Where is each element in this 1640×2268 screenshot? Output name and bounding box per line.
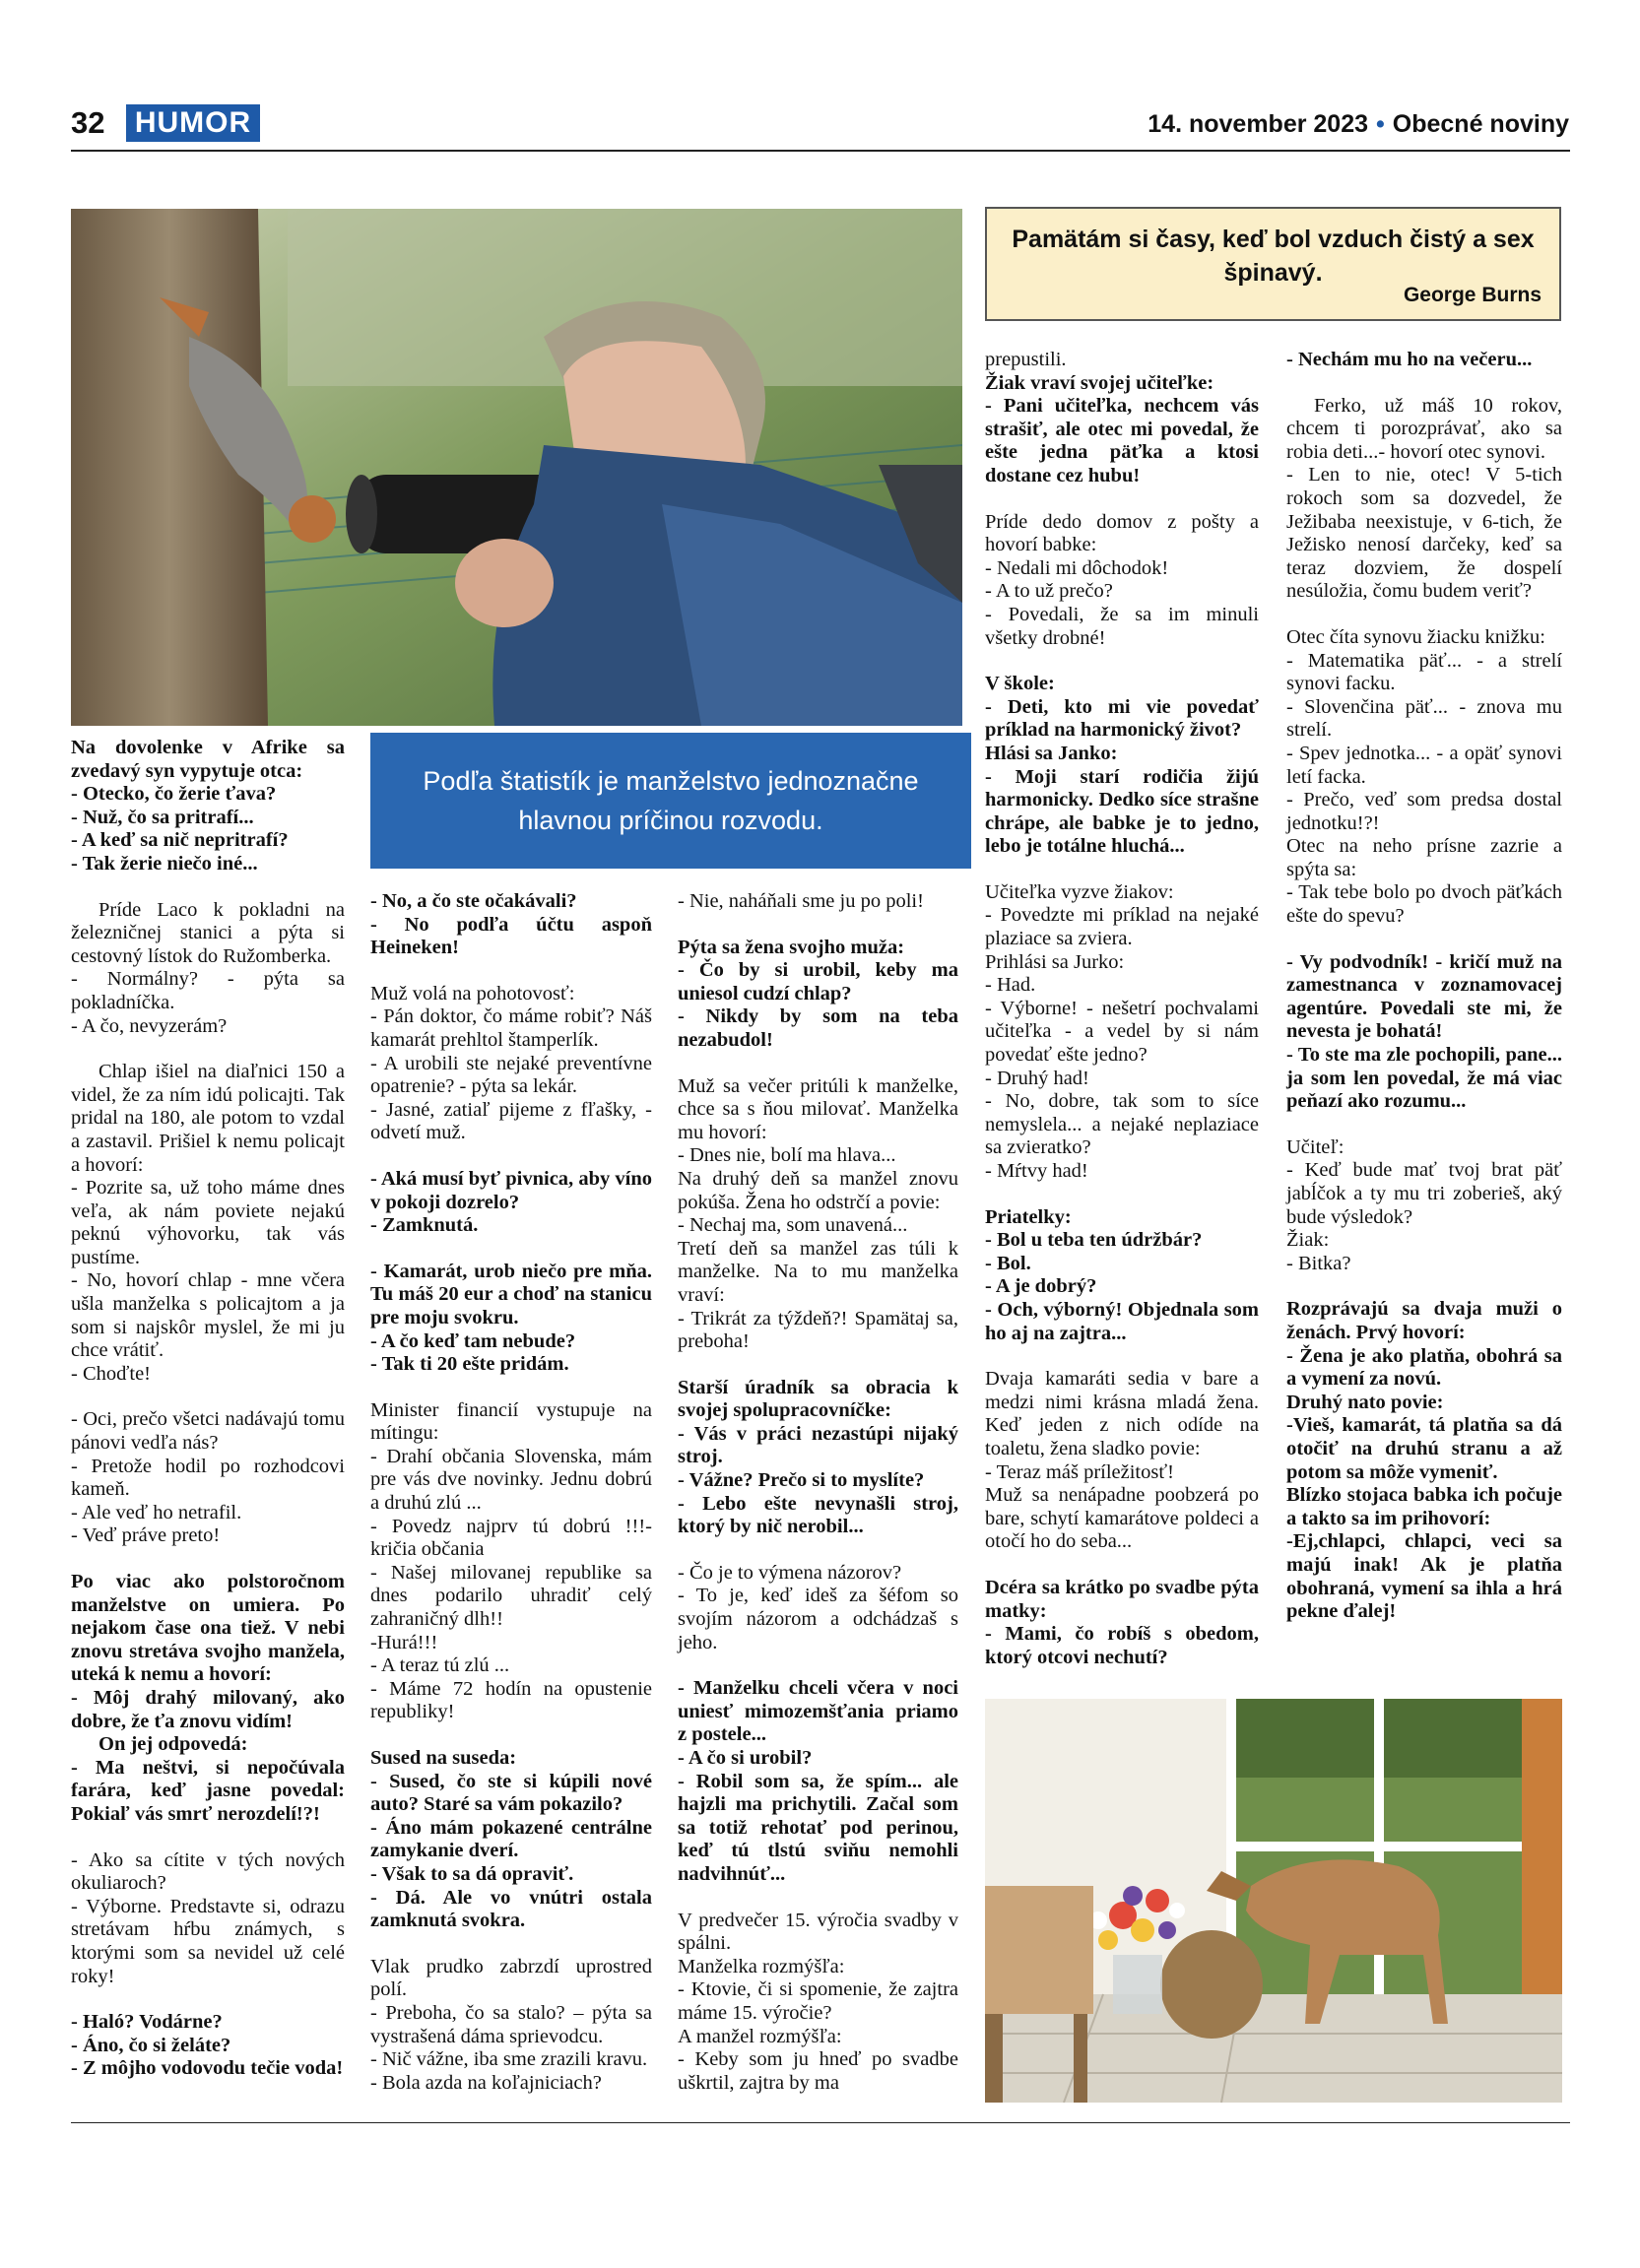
joke-paragraph: - Pozrite sa, už toho máme dnes veľa, ak nám poviete nejakú peknú výhovorku, tak vás pustíme.: [71, 1177, 345, 1268]
paragraph-spacer: [678, 1053, 958, 1075]
paragraph-spacer: [71, 1988, 345, 2011]
joke-paragraph: Príde Laco k pokladni na železničnej stanici a pýta si cestovný lístok do Ružomberka.: [71, 898, 345, 967]
joke-paragraph: Sused na suseda:: [370, 1747, 517, 1769]
joke-paragraph: - Bitka?: [1286, 1252, 1351, 1274]
joke-paragraph: - Nechám mu ho na večeru...: [1286, 349, 1533, 370]
joke-paragraph: Príde dedo domov z pošty a hovorí babke:: [985, 510, 1259, 556]
paragraph-spacer: [985, 1184, 1259, 1206]
joke-paragraph: Manželka rozmýšľa:: [678, 1955, 845, 1977]
joke-paragraph: - Vás v práci nezastúpi nijaký stroj.: [678, 1422, 958, 1468]
joke-paragraph: Starší úradník sa obracia k svojej spolupracovníčke:: [678, 1376, 958, 1422]
joke-paragraph: - No, dobre, tak som to síce nemyslela... a nejaké neplaziace sa zvieratko?: [985, 1090, 1259, 1159]
paragraph-spacer: [985, 1554, 1259, 1577]
joke-paragraph: - Zamknutá.: [370, 1214, 479, 1237]
quote-text: Pamätám si časy, keď bol vzduch čistý a sex špinavý.: [1012, 226, 1535, 287]
text-column-2: [370, 890, 652, 2095]
joke-paragraph: - Áno, čo si želáte?: [71, 2034, 231, 2056]
joke-paragraph: - Výborne! - nešetrí pochvalami učiteľka - a vedel by si nám povedať ešte jedno?: [985, 997, 1259, 1067]
joke-paragraph: V škole:: [985, 673, 1055, 695]
joke-paragraph: Hlási sa Janko:: [985, 742, 1118, 764]
joke-paragraph: - Z môjho vodovodu tečie voda!: [71, 2057, 344, 2080]
joke-paragraph: - No podľa účtu aspoň Heineken!: [370, 913, 652, 959]
joke-paragraph: - Môj drahý milovaný, ako dobre, že ťa znovu vidím!: [71, 1686, 345, 1732]
paragraph-spacer: [678, 1887, 958, 1910]
joke-paragraph: - Slovenčina päť... - znova mu strelí.: [1286, 695, 1562, 742]
quote-box: [985, 207, 1561, 321]
publication-name: Obecné noviny: [1392, 110, 1569, 138]
joke-paragraph: - Žena je ako platňa, obohrá sa a vymení za novú.: [1286, 1344, 1562, 1391]
joke-paragraph: Pýta sa žena svojho muža:: [678, 936, 905, 958]
joke-paragraph: - Lebo ešte nevynašli stroj, ktorý by nič nerobil...: [678, 1492, 958, 1538]
joke-paragraph: - To je, keď ideš za šéfom so svojím názorom a odchádzaš s jeho.: [678, 1585, 958, 1653]
paragraph-spacer: [1286, 1114, 1562, 1136]
joke-paragraph: - Tak tebe bolo po dvoch päťkách ešte do spevu?: [1286, 881, 1562, 928]
joke-paragraph: Druhý nato povie:: [1286, 1391, 1444, 1413]
joke-paragraph: - Aká musí byť pivnica, aby víno v pokoji dozrelo?: [370, 1167, 652, 1213]
joke-paragraph: - Ako sa cítite v tých nových okuliaroch?: [71, 1848, 345, 1895]
joke-paragraph: - Pán doktor, čo máme robiť? Náš kamarát prehltol štamperlík.: [370, 1005, 652, 1051]
joke-paragraph: - Preboha, čo sa stalo? – pýta sa vystrašená dáma sprievodcu.: [370, 2001, 652, 2047]
paragraph-spacer: [71, 876, 345, 899]
joke-paragraph: - Nedali mi dôchodok!: [985, 556, 1169, 579]
paragraph-spacer: [678, 1354, 958, 1377]
joke-paragraph: Otec číta synovu žiacku knižku:: [1286, 625, 1545, 648]
joke-paragraph: Žiak:: [1286, 1229, 1330, 1252]
paragraph-spacer: [370, 1933, 652, 1956]
joke-paragraph: - Veď práve preto!: [71, 1524, 221, 1547]
joke-paragraph: - Len to nie, otec! V 5-tich rokoch som sa dozvedel, že Ježibaba neexistuje, v 6-tich, že Ježisko nenosí darčeky, keď sa teraz dozviem, že dospelí nesúložia, čomu budem veriť?: [1286, 464, 1562, 603]
joke-paragraph: - Ale veď ho netrafil.: [71, 1501, 242, 1523]
joke-paragraph: -Vieš, kamarát, tá platňa sa dá otočiť na druhú stranu a až potom sa môže vymeniť.: [1286, 1414, 1562, 1483]
joke-paragraph: - Drahí občania Slovenska, mám pre vás dve novinky. Jednu dobrú a druhú zlú ...: [370, 1445, 652, 1515]
statistics-callout: [370, 733, 971, 869]
joke-paragraph: - Nie, naháňali sme ju po poli!: [678, 890, 924, 912]
joke-paragraph: - A čo, nevyzerám?: [71, 1014, 228, 1037]
section-label: HUMOR: [126, 104, 260, 142]
joke-paragraph: Na druhý deň sa manžel znovu pokúša. Žena ho odstrčí a povie:: [678, 1167, 958, 1213]
joke-paragraph: -Hurá!!!: [370, 1631, 438, 1653]
joke-paragraph: Muž sa večer pritúli k manželke, chce sa s ňou milovať. Manželka mu hovorí:: [678, 1074, 958, 1143]
joke-paragraph: - Bola azda na koľajniciach?: [370, 2071, 602, 2094]
joke-paragraph: - Mami, čo robíš s obedom, ktorý otcovi nechutí?: [985, 1623, 1259, 1668]
joke-paragraph: - A urobili ste nejaké preventívne opatrenie? - pýta sa lekár.: [370, 1052, 652, 1098]
paragraph-spacer: [985, 859, 1259, 881]
joke-paragraph: - No, hovorí chlap - mne včera ušla manželka s policajtom a ja som si najskôr myslel, že mi ju chce vrátiť.: [71, 1269, 345, 1362]
joke-paragraph: - Čo je to výmena názorov?: [678, 1561, 902, 1584]
joke-paragraph: - Áno mám pokazené centrálne zamykanie dverí.: [370, 1816, 652, 1862]
joke-paragraph: - Nikdy by som na teba nezabudol!: [678, 1005, 958, 1051]
joke-paragraph: - Deti, kto mi vie povedať príklad na harmonický život?: [985, 695, 1259, 742]
quote-author: George Burns: [1403, 284, 1542, 306]
joke-paragraph: - Čo by si urobil, keby ma uniesol cudzí chlap?: [678, 959, 958, 1004]
joke-paragraph: - Spev jednotka... - a opäť synovi letí facka.: [1286, 742, 1562, 788]
paragraph-spacer: [1286, 372, 1562, 395]
text-column-3: [678, 890, 958, 2095]
joke-paragraph: - Trikrát za týždeň?! Spamätaj sa, preboha!: [678, 1307, 958, 1353]
joke-paragraph: - Povedali, že sa im minuli všetky drobné!: [985, 603, 1259, 649]
paragraph-spacer: [370, 1145, 652, 1168]
joke-paragraph: - A to už prečo?: [985, 580, 1113, 603]
joke-paragraph: - Nechaj ma, som unavená...: [678, 1214, 908, 1237]
joke-paragraph: - Mŕtvy had!: [985, 1160, 1088, 1182]
joke-paragraph: Otec na neho prísne zazrie a spýta sa:: [1286, 835, 1562, 880]
joke-paragraph: - Och, výborný! Objednala som ho aj na zajtra...: [985, 1298, 1259, 1344]
paragraph-spacer: [370, 1724, 652, 1747]
paragraph-spacer: [71, 1386, 345, 1408]
joke-paragraph: - Ktovie, či si spomenie, že zajtra máme 15. výročie?: [678, 1978, 958, 2024]
joke-paragraph: - Robil som sa, že spím... ale hajzli ma prichytili. Začal som sa totiž rehotať pod perinou, keď tú tlstú sviňu nemohli nadvihnúť...: [678, 1770, 958, 1885]
joke-paragraph: Muž sa nenápadne poobzerá po bare, schytí kamarátove poldeci a otočí ho do seba...: [985, 1484, 1259, 1553]
joke-paragraph: - A je dobrý?: [985, 1275, 1097, 1298]
joke-paragraph: - A keď sa nič nepritrafí?: [71, 829, 289, 852]
text-column-5: [1286, 349, 1562, 1624]
joke-paragraph: - Oci, prečo všetci nadávajú tomu pánovi vedľa nás?: [71, 1408, 345, 1455]
joke-paragraph: - Had.: [985, 974, 1036, 997]
joke-paragraph: - Tak žerie niečo iné...: [71, 852, 258, 875]
joke-paragraph: - Bol.: [985, 1252, 1031, 1274]
page-number: 32: [71, 105, 105, 140]
paragraph-spacer: [71, 1827, 345, 1849]
joke-paragraph: - Výborne. Predstavte si, odrazu stretávam hŕbu známych, s ktorými som sa nevidel už celé roky!: [71, 1895, 345, 1987]
text-column-1: [71, 737, 345, 2081]
joke-paragraph: - Haló? Vodárne?: [71, 2011, 223, 2034]
paragraph-spacer: [370, 1377, 652, 1399]
joke-paragraph: - Nuž, čo sa pritrafí...: [71, 806, 254, 828]
joke-paragraph: - Druhý had!: [985, 1067, 1089, 1089]
joke-paragraph: Na dovolenke v Afrike sa zvedavý syn vypytuje otca:: [71, 737, 345, 782]
joke-paragraph: - A teraz tú zlú ...: [370, 1654, 510, 1677]
paragraph-spacer: [71, 1038, 345, 1061]
joke-paragraph: Učiteľka vyzve žiakov:: [985, 880, 1174, 903]
joke-paragraph: - Teraz máš príležitosť!: [985, 1460, 1174, 1483]
masthead-info: [1148, 106, 1569, 142]
joke-paragraph: - Otecko, čo žerie ťava?: [71, 783, 277, 806]
joke-paragraph: - Tak ti 20 ešte pridám.: [370, 1353, 569, 1376]
paragraph-spacer: [1286, 1275, 1562, 1298]
bullet: •: [1376, 110, 1385, 138]
joke-paragraph: - Keby som ju hneď po svadbe uškrtil, zajtra by ma: [678, 2048, 958, 2094]
joke-paragraph: Tretí deň sa manžel zas túli k manželke. Na to mu manželka vraví:: [678, 1237, 958, 1306]
issue-date: 14. november 2023: [1148, 110, 1369, 138]
joke-paragraph: Chlap išiel na diaľnici 150 a videl, že za ním idú policajti. Tak pridal na 180, ale potom to vzdal a zastavil. Prišiel k nemu policajt a hovorí:: [71, 1061, 345, 1176]
joke-paragraph: - Keď bude mať tvoj brat päť jabĺčok a ty mu tri zoberieš, aký bude výsledok?: [1286, 1159, 1562, 1228]
joke-paragraph: Minister financií vystupuje na mítingu:: [370, 1398, 652, 1445]
joke-paragraph: - Našej milovanej republike sa dnes podarilo uhradiť celý zahraničný dlh!!: [370, 1561, 652, 1631]
joke-paragraph: - Matematika päť... - a strelí synovi facku.: [1286, 649, 1562, 695]
joke-paragraph: Učiteľ:: [1286, 1135, 1345, 1158]
paragraph-spacer: [370, 960, 652, 983]
joke-paragraph: - Kamarát, urob niečo pre mňa. Tu máš 20 eur a choď na stanicu pre moju svokru.: [370, 1260, 652, 1328]
joke-paragraph: A manžel rozmýšľa:: [678, 2025, 842, 2047]
joke-paragraph: - Povedz najprv tú dobrú !!!- kričia občania: [370, 1515, 652, 1561]
paragraph-spacer: [985, 1345, 1259, 1368]
photo-deer-window: [985, 1699, 1562, 2103]
joke-paragraph: - Pani učiteľka, nechcem vás strašiť, ale otec mi povedal, že ešte jedna päťka a ktosi dostane cez hubu!: [985, 395, 1259, 486]
joke-paragraph: - Ma neštvi, si nepočúvala farára, keď jasne povedal: Pokiaľ vás smrť nerozdelí!?!: [71, 1756, 345, 1825]
joke-paragraph: V predvečer 15. výročia svadby v spálni.: [678, 1909, 958, 1955]
joke-paragraph: Muž volá na pohotovosť:: [370, 982, 575, 1004]
joke-paragraph: Prihlási sa Jurko:: [985, 950, 1125, 973]
joke-paragraph: - Však to sa dá opraviť.: [370, 1862, 574, 1885]
joke-paragraph: - A čo si urobil?: [678, 1747, 813, 1769]
joke-paragraph: - Manželku chceli včera v noci uniesť mimozemšťania priamo z postele...: [678, 1677, 958, 1746]
joke-paragraph: - Dá. Ale vo vnútri ostala zamknutá svokra.: [370, 1886, 652, 1932]
paragraph-spacer: [985, 650, 1259, 673]
joke-paragraph: - Vy podvodník! - kričí muž na zamestnanca v zoznamovacej agentúre. Povedali ste mi, že nevesta je bohatá!: [1286, 950, 1562, 1043]
joke-paragraph: Priatelky:: [985, 1205, 1072, 1228]
joke-paragraph: Dvaja kamaráti sedia v bare a medzi nimi krásna mladá žena. Keď jeden z nich odíde na toaletu, žena sladko povie:: [985, 1368, 1259, 1459]
joke-paragraph: - Dnes nie, bolí ma hlava...: [678, 1144, 896, 1167]
joke-paragraph: - Prečo, veď som predsa dostal jednotku!?!: [1286, 789, 1562, 834]
paragraph-spacer: [678, 1539, 958, 1562]
footer-rule: [71, 2122, 1570, 2123]
photo-squirrel-photographer: [71, 209, 962, 726]
joke-paragraph: Rozprávajú sa dvaja muži o ženách. Prvý hovorí:: [1286, 1298, 1562, 1343]
paragraph-spacer: [985, 488, 1259, 511]
joke-paragraph: Ferko, už máš 10 rokov, chcem ti porozprávať, ako sa robia deti...- hovorí otec synovi.: [1286, 394, 1562, 463]
joke-paragraph: - Máme 72 hodín na opustenie republiky!: [370, 1677, 652, 1723]
joke-paragraph: - Normálny? - pýta sa pokladníčka.: [71, 968, 345, 1013]
paragraph-spacer: [370, 1238, 652, 1261]
joke-paragraph: Žiak vraví svojej učiteľke:: [985, 371, 1214, 394]
joke-paragraph: Vlak prudko zabrzdí uprostred polí.: [370, 1955, 652, 2001]
joke-paragraph: Blízko stojaca babka ich počuje a takto sa im prihovorí:: [1286, 1484, 1562, 1529]
joke-paragraph: - Sused, čo ste si kúpili nové auto? Staré sa vám pokazilo?: [370, 1770, 652, 1816]
joke-paragraph: - Bol u teba ten údržbár?: [985, 1229, 1203, 1252]
joke-paragraph: Po viac ako polstoročnom manželstve on umiera. Po nejakom čase ona tiež. V nebi znovu stretáva svojho manžela, uteká k nemu a hovorí:: [71, 1571, 345, 1686]
paragraph-spacer: [678, 1654, 958, 1677]
joke-paragraph: prepustili.: [985, 349, 1067, 370]
joke-paragraph: Dcéra sa krátko po svadbe pýta matky:: [985, 1576, 1259, 1622]
joke-paragraph: -Ej,chlapci, chlapci, veci sa majú inak! Ak je platňa obohraná, vymení sa ihla a hrá pekne ďalej!: [1286, 1530, 1562, 1623]
joke-paragraph: - Vážne? Prečo si to myslíte?: [678, 1469, 925, 1492]
text-column-4: [985, 349, 1259, 1669]
paragraph-spacer: [1286, 604, 1562, 626]
joke-paragraph: - Choďte!: [71, 1362, 151, 1385]
callout-text: Podľa štatistík je manželstvo jednoznačne hlavnou príčinou rozvodu.: [423, 766, 919, 835]
joke-paragraph: - Moji starí rodičia žijú harmonicky. Dedko síce strašne chrápe, ale babke je to jedno, lebo je totálne hluchá...: [985, 765, 1259, 858]
joke-paragraph: - Povedzte mi príklad na nejaké plaziace sa zviera.: [985, 904, 1259, 950]
paragraph-spacer: [678, 914, 958, 937]
joke-paragraph: - To ste ma zle pochopili, pane... ja som len povedal, že má viac peňazí ako rozumu...: [1286, 1044, 1562, 1113]
joke-paragraph: On jej odpovedá:: [98, 1733, 248, 1756]
header-rule: [71, 150, 1570, 152]
paragraph-spacer: [1286, 929, 1562, 951]
joke-paragraph: - Jasné, zatiaľ pijeme z fľašky, - odvetí muž.: [370, 1098, 652, 1144]
joke-paragraph: - Pretože hodil po rozhodcovi kameň.: [71, 1455, 345, 1501]
joke-paragraph: - Nič vážne, iba sme zrazili kravu.: [370, 2048, 648, 2071]
paragraph-spacer: [71, 1548, 345, 1571]
joke-paragraph: - A čo keď tam nebude?: [370, 1329, 576, 1352]
joke-paragraph: - No, a čo ste očakávali?: [370, 890, 577, 912]
